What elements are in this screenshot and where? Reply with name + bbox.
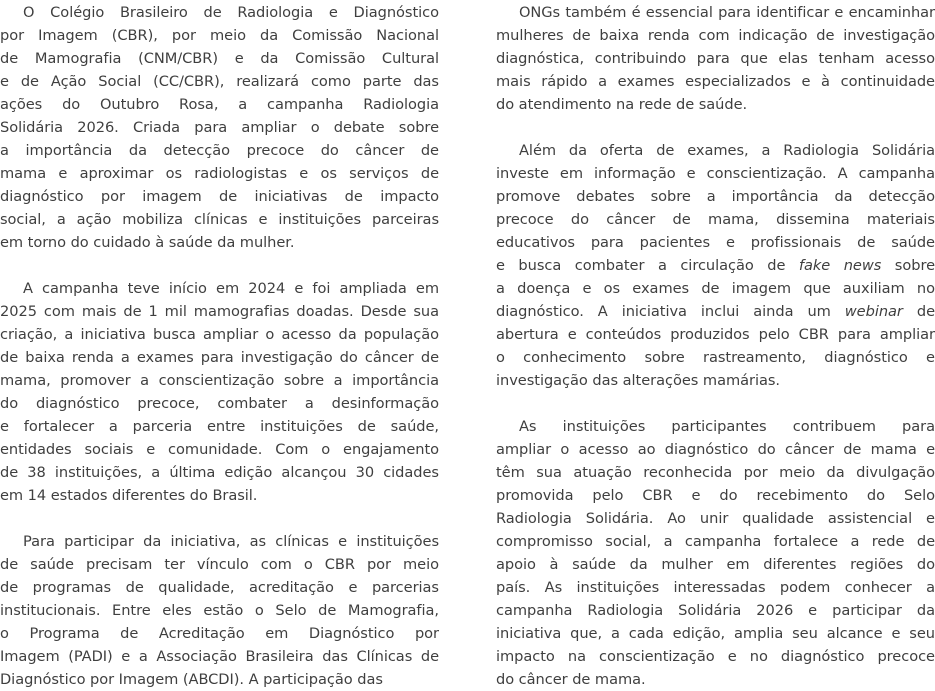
- italic-term: fake news: [798, 257, 882, 274]
- text-line: ampliar o acesso ao diagnóstico do câncer de mama e: [496, 441, 935, 458]
- text-line: de 38 instituições, a última edição alcançou 30 cidades: [0, 464, 439, 481]
- text-line: social, a ação mobiliza clínicas e instituições parceiras: [0, 211, 439, 228]
- text-line: abertura e conteúdos produzidos pelo CBR para ampliar: [496, 326, 935, 343]
- italic-term: webinar: [844, 303, 903, 320]
- text-line: Além da oferta de exames, a Radiologia Solidária: [519, 142, 935, 159]
- text-line: do câncer de mama.: [496, 671, 646, 688]
- text-line: apoio à saúde da mulher em diferentes regiões do: [496, 556, 935, 573]
- text-line: de saúde precisam ter vínculo com o CBR por meio: [0, 556, 439, 573]
- article-paragraph: [496, 1, 935, 116]
- text-line: o conhecimento sobre rastreamento, diagnóstico e: [496, 349, 935, 366]
- article-paragraph: [0, 530, 439, 691]
- article-paragraph: [496, 139, 935, 392]
- left-text-column: [0, 1, 439, 691]
- text-fragment: de: [902, 303, 935, 320]
- article-paragraph: [0, 1, 439, 254]
- text-line: em 14 estados diferentes do Brasil.: [0, 487, 258, 504]
- paragraph-spacing: [496, 116, 935, 139]
- text-line: promovida pelo CBR e do recebimento do Selo: [496, 487, 935, 504]
- text-line: investigação das alterações mamárias.: [496, 372, 781, 389]
- text-line: compromisso social, a campanha fortalece a rede de: [496, 533, 935, 550]
- text-line: Radiologia Solidária. Ao unir qualidade assistencial e: [496, 510, 935, 527]
- paragraph-spacing: [0, 254, 439, 277]
- text-line: diagnóstica, contribuindo para que elas tenham acesso: [496, 50, 935, 67]
- text-line: ONGs também é essencial para identificar e encaminhar: [519, 4, 935, 21]
- text-line: diagnóstico por imagem de iniciativas de impacto: [0, 188, 439, 205]
- right-text-column: [496, 1, 935, 691]
- text-line: de programas de qualidade, acreditação e parcerias: [0, 579, 439, 596]
- text-line: [496, 300, 935, 323]
- text-line: país. As instituições interessadas podem conhecer a: [496, 579, 935, 596]
- text-line: por Imagem (CBR), por meio da Comissão Nacional: [0, 27, 439, 44]
- text-line: mais rápido a exames especializados e à continuidade: [496, 73, 935, 90]
- text-line: promove debates sobre a importância da detecção: [496, 188, 935, 205]
- text-line: o Programa de Acreditação em Diagnóstico por: [0, 625, 439, 642]
- article-paragraph: [0, 277, 439, 507]
- text-line: As instituições participantes contribuem para: [519, 418, 935, 435]
- text-line: do diagnóstico precoce, combater a desinformação: [0, 395, 439, 412]
- text-line: mulheres de baixa renda com indicação de investigação: [496, 27, 935, 44]
- text-line: e de Ação Social (CC/CBR), realizará como parte das: [0, 73, 439, 90]
- text-line: de Mamografia (CNM/CBR) e da Comissão Cultural: [0, 50, 439, 67]
- text-line: impacto na conscientização e no diagnóstico precoce: [496, 648, 935, 665]
- text-line: Solidária 2026. Criada para ampliar o debate sobre: [0, 119, 439, 136]
- text-line: entidades sociais e comunidade. Com o engajamento: [0, 441, 439, 458]
- text-line: a doença e os exames de imagem que auxiliam no: [496, 280, 935, 297]
- text-line: têm sua atuação reconhecida por meio da divulgação: [496, 464, 935, 481]
- article-paragraph: [496, 415, 935, 691]
- text-line: A campanha teve início em 2024 e foi ampliada em: [23, 280, 439, 297]
- text-line: de baixa renda a exames para investigação do câncer de: [0, 349, 439, 366]
- text-line: campanha Radiologia Solidária 2026 e participar da: [496, 602, 935, 619]
- text-line: criação, a iniciativa busca ampliar o acesso da população: [0, 326, 439, 343]
- text-line: [496, 254, 935, 277]
- text-fragment: diagnóstico. A iniciativa inclui ainda um: [496, 303, 845, 320]
- text-line: Para participar da iniciativa, as clínicas e instituições: [23, 533, 439, 550]
- text-line: investe em informação e conscientização. A campanha: [496, 165, 935, 182]
- text-line: precoce do câncer de mama, dissemina materiais: [496, 211, 935, 228]
- text-line: 2025 com mais de 1 mil mamografias doadas. Desde sua: [0, 303, 439, 320]
- text-line: mama, promover a conscientização sobre a importância: [0, 372, 439, 389]
- text-line: O Colégio Brasileiro de Radiologia e Diagnóstico: [23, 4, 439, 21]
- text-fragment: sobre: [881, 257, 935, 274]
- text-line: iniciativa que, a cada edição, amplia seu alcance e seu: [496, 625, 935, 642]
- text-line: do atendimento na rede de saúde.: [496, 96, 748, 113]
- text-line: e fortalecer a parceria entre instituições de saúde,: [0, 418, 439, 435]
- text-line: educativos para pacientes e profissionais de saúde: [496, 234, 935, 251]
- paragraph-spacing: [496, 392, 935, 415]
- text-line: a importância da detecção precoce do câncer de: [0, 142, 439, 159]
- text-line: institucionais. Entre eles estão o Selo de Mamografia,: [0, 602, 439, 619]
- text-line: Imagem (PADI) e a Associação Brasileira das Clínicas de: [0, 648, 439, 665]
- paragraph-spacing: [0, 507, 439, 530]
- text-fragment: e busca combater a circulação de: [496, 257, 799, 274]
- text-line: em torno do cuidado à saúde da mulher.: [0, 234, 295, 251]
- text-line: Diagnóstico por Imagem (ABCDI). A participação das: [0, 671, 383, 688]
- text-line: ações do Outubro Rosa, a campanha Radiologia: [0, 96, 439, 113]
- text-line: mama e aproximar os radiologistas e os serviços de: [0, 165, 439, 182]
